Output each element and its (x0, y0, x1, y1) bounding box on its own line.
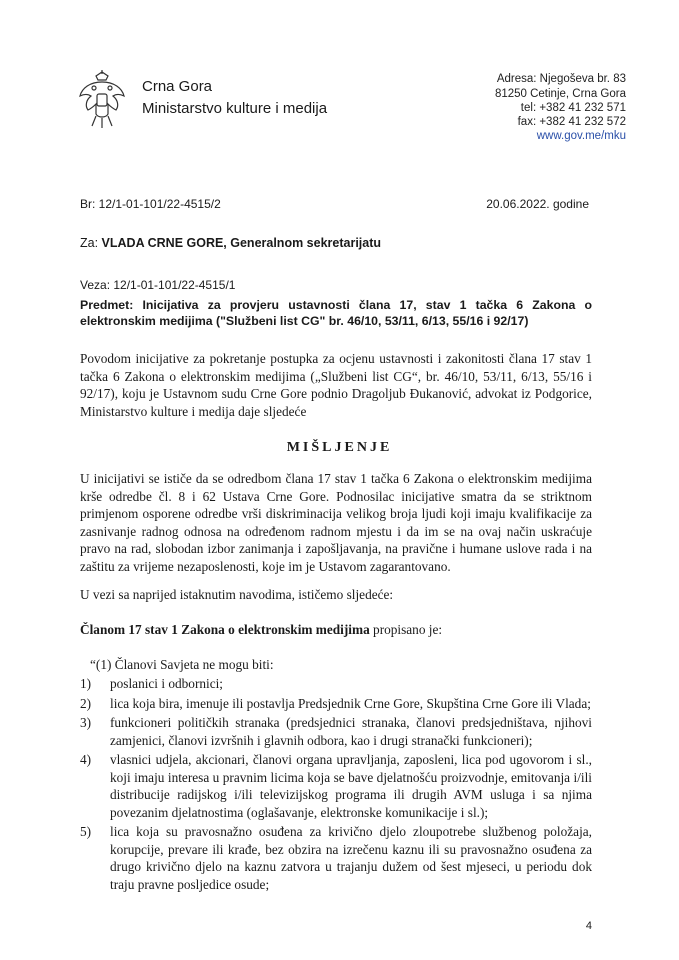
veza-reference: Veza: 12/1-01-101/22-4515/1 (80, 278, 236, 292)
recipient-name: VLADA CRNE GORE, Generalnom sekretarijatu (101, 236, 382, 250)
opinion-heading: MIŠLJENJE (286, 440, 393, 455)
org-country: Crna Gora (142, 78, 213, 95)
list-item: 4) vlasnici udjela, akcionari, članovi organa upravljanja, zaposleni, lica pod ugovorom i sl., koji imaju interesa u pravnim licima koja se bave djelatnošću proizvodnje, emitovanja i/ili distribucije radijskog i/ili televizijskog programa ili drugih AVM usluga i sa njima povezanim djelatnostima (oglašavanje, elektronske komunikacije i sl.); (80, 752, 592, 820)
article-reference: Članom 17 stav 1 Zakona o elektronskim medijima (80, 622, 370, 637)
reference-number: Br: 12/1-01-101/22-4515/2 (80, 197, 221, 211)
address-tel: tel: +382 41 232 571 (520, 102, 626, 114)
intro-paragraph: Povodom inicijative za pokretanje postupka za ocjenu ustavnosti i zakonitosti člana 17 stav 1 tačka 6 Zakona o elektronskim medijima („Službeni list CG“, br. 46/10, 53/11, 6/13, 55/16 i 92/17), koju je Ustavnom sudu Crne Gore podnio Dragoljub Đukanović, advokat iz Podgorice, Ministarstvo kulture i medija daje sljedeće (80, 351, 592, 419)
paragraph-regarding: U vezi sa naprijed istaknutim navodima, ističemo sljedeće: (80, 587, 394, 602)
list-item: 5) lica koja su pravosnažno osuđena za krivično djelo zloupotrebe službenog položaja, korupcije, prevare ili krađe, bez obzira na izrečenu kaznu ili su pravosnažno osuđena za drugo krivično djelo na kaznu zatvora u trajanju dužem od šest mjeseci, u periodu dok traju pravne posljedice osude; (80, 824, 592, 892)
paragraph-article (80, 621, 592, 639)
org-ministry: Ministarstvo kulture i medija (142, 100, 328, 117)
recipient (80, 236, 381, 250)
website-link[interactable]: www.gov.me/mku (536, 130, 626, 142)
article-items-list (80, 675, 592, 895)
article-suffix: propisano je: (369, 622, 443, 637)
list-item: 1) poslanici i odbornici; (80, 676, 224, 691)
subject-line: Predmet: Inicijativa za provjeru ustavnosti člana 17, stav 1 tačka 6 Zakona o elektronskim medijima ("Službeni list CG" br. 46/10, 53/11, 6/13, 55/16 i 92/17) (80, 298, 592, 328)
quote-opening: “(1) Članovi Savjeta ne mogu biti: (90, 657, 274, 672)
address-fax: fax: +382 41 232 572 (517, 116, 626, 128)
coat-of-arms-icon (76, 70, 128, 130)
document-date: 20.06.2022. godine (486, 197, 589, 211)
page-number: 4 (585, 920, 592, 932)
address-street: Adresa: Njegoševa br. 83 (496, 73, 626, 85)
paragraph-initiative: U inicijativi se ističe da se odredbom člana 17 stav 1 tačka 6 Zakona o elektronskim medijima krše odredbe čl. 8 i 62 Ustava Crne Gore. Podnosilac inicijative smatra da se striktnom primjenom osporene odredbe vrši diskriminacija velikog broja ljudi koji imaju kvalifikacije za zasnivanje radnog odnosa na određenom radnom mjestu i da im se na ovaj način uskraćuje pravo na rad, slobodan izbor zanimanja i zapošljavanja, na pravične i humane uslove rada i na zaštitu za vrijeme nezaposlenosti, koje im je Ustavom zagarantovano. (80, 471, 592, 574)
recipient-prefix: Za: (80, 236, 99, 250)
address-city: 81250 Cetinje, Crna Gora (494, 88, 626, 100)
list-item: 2) lica koja bira, imenuje ili postavlja Predsjednik Crne Gore, Skupština Crne Gore ili Vlada; (80, 695, 591, 711)
list-item: 3) funkcioneri političkih stranaka (predsjednici stranaka, članovi predsjedništava, njihovi zamjenici, članovi izvršnih i glavnih odbora, kao i drugi stranački funkcioneri); (80, 715, 592, 748)
